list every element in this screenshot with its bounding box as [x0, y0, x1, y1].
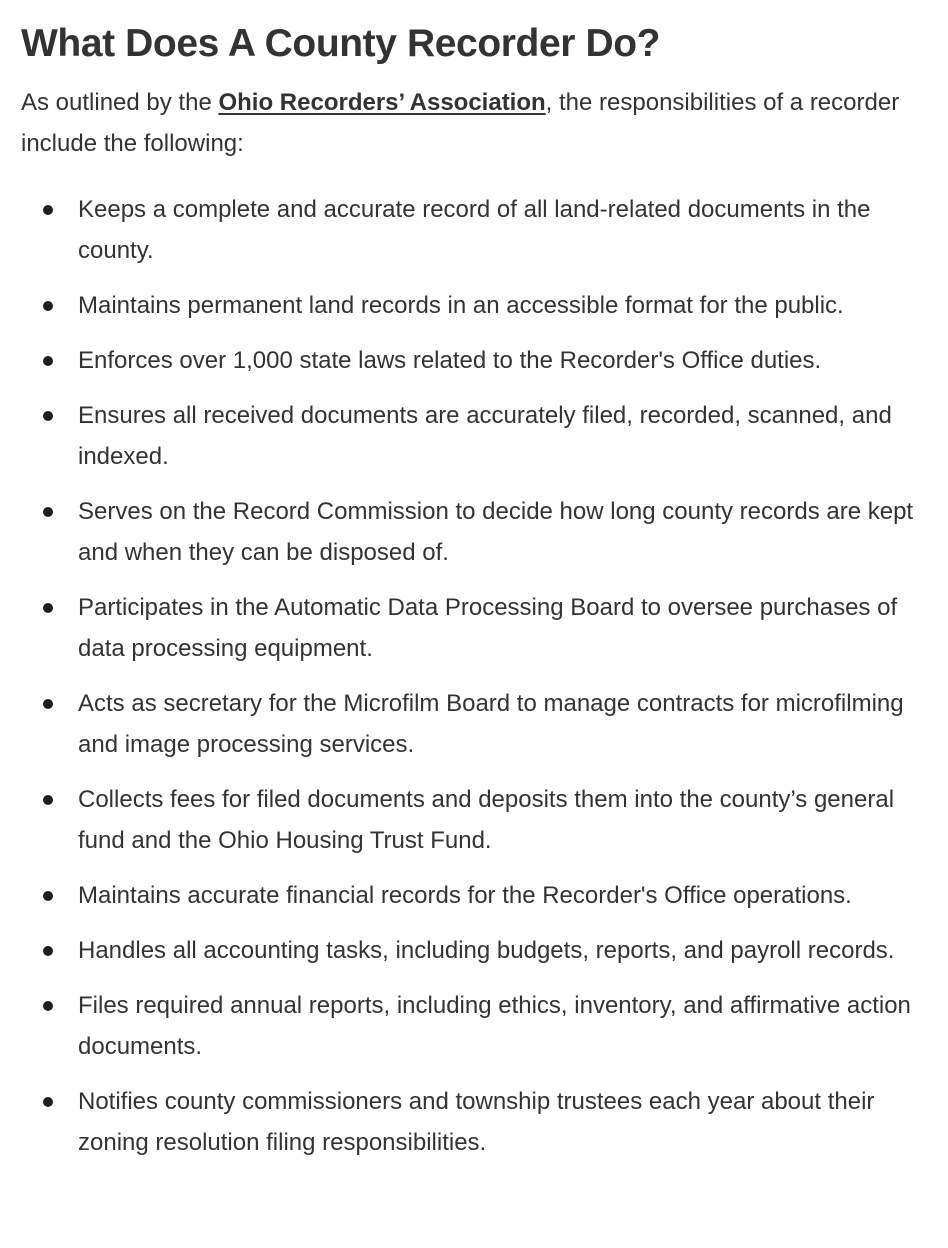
list-item-text: Enforces over 1,000 state laws related to the Recorder's Office duties. — [78, 347, 822, 374]
list-item — [21, 395, 926, 477]
list-item-text: Handles all accounting tasks, including budgets, reports, and payroll records. — [78, 937, 895, 964]
list-item-text: Notifies county commissioners and township trustees each year about their zoning resolution filing responsibilities. — [78, 1088, 875, 1156]
list-item — [21, 285, 926, 326]
list-item-text: Maintains permanent land records in an accessible format for the public. — [78, 292, 844, 319]
bullet-icon — [43, 411, 53, 421]
list-item-text: Files required annual reports, including ethics, inventory, and affirmative action documents. — [78, 992, 911, 1060]
list-item-text: Acts as secretary for the Microfilm Board to manage contracts for microfilming and image processing services. — [78, 690, 904, 758]
bullet-icon — [43, 1097, 53, 1107]
list-item-text: Ensures all received documents are accurately filed, recorded, scanned, and indexed. — [78, 402, 892, 470]
intro-paragraph — [21, 82, 926, 164]
list-item — [21, 779, 926, 861]
responsibilities-list — [21, 189, 926, 1163]
bullet-icon — [43, 205, 53, 215]
list-item — [21, 1081, 926, 1163]
bullet-icon — [43, 1001, 53, 1011]
list-item-text: Keeps a complete and accurate record of all land-related documents in the county. — [78, 196, 871, 264]
list-item — [21, 587, 926, 669]
bullet-icon — [43, 356, 53, 366]
bullet-icon — [43, 891, 53, 901]
bullet-icon — [43, 795, 53, 805]
list-item-text: Participates in the Automatic Data Processing Board to oversee purchases of data processing equipment. — [78, 594, 898, 662]
list-item-text: Maintains accurate financial records for the Recorder's Office operations. — [78, 882, 852, 909]
list-item — [21, 985, 926, 1067]
bullet-icon — [43, 946, 53, 956]
list-item — [21, 875, 926, 916]
list-item — [21, 189, 926, 271]
bullet-icon — [43, 603, 53, 613]
list-item — [21, 491, 926, 573]
list-item — [21, 930, 926, 971]
intro-text-before: As outlined by the — [21, 89, 219, 116]
bullet-icon — [43, 699, 53, 709]
page-title: What Does A County Recorder Do? — [21, 22, 661, 65]
ohio-recorders-association-link[interactable]: Ohio Recorders’ Association — [218, 89, 546, 116]
list-item-text: Serves on the Record Commission to decide how long county records are kept and when they can be disposed of. — [78, 498, 914, 566]
list-item — [21, 340, 926, 381]
bullet-icon — [43, 301, 53, 311]
bullet-icon — [43, 507, 53, 517]
list-item-text: Collects fees for filed documents and deposits them into the county’s general fund and the Ohio Housing Trust Fund. — [78, 786, 895, 854]
intro-text-after: , the responsibilities of a recorder include the following: — [21, 89, 900, 157]
list-item — [21, 683, 926, 765]
